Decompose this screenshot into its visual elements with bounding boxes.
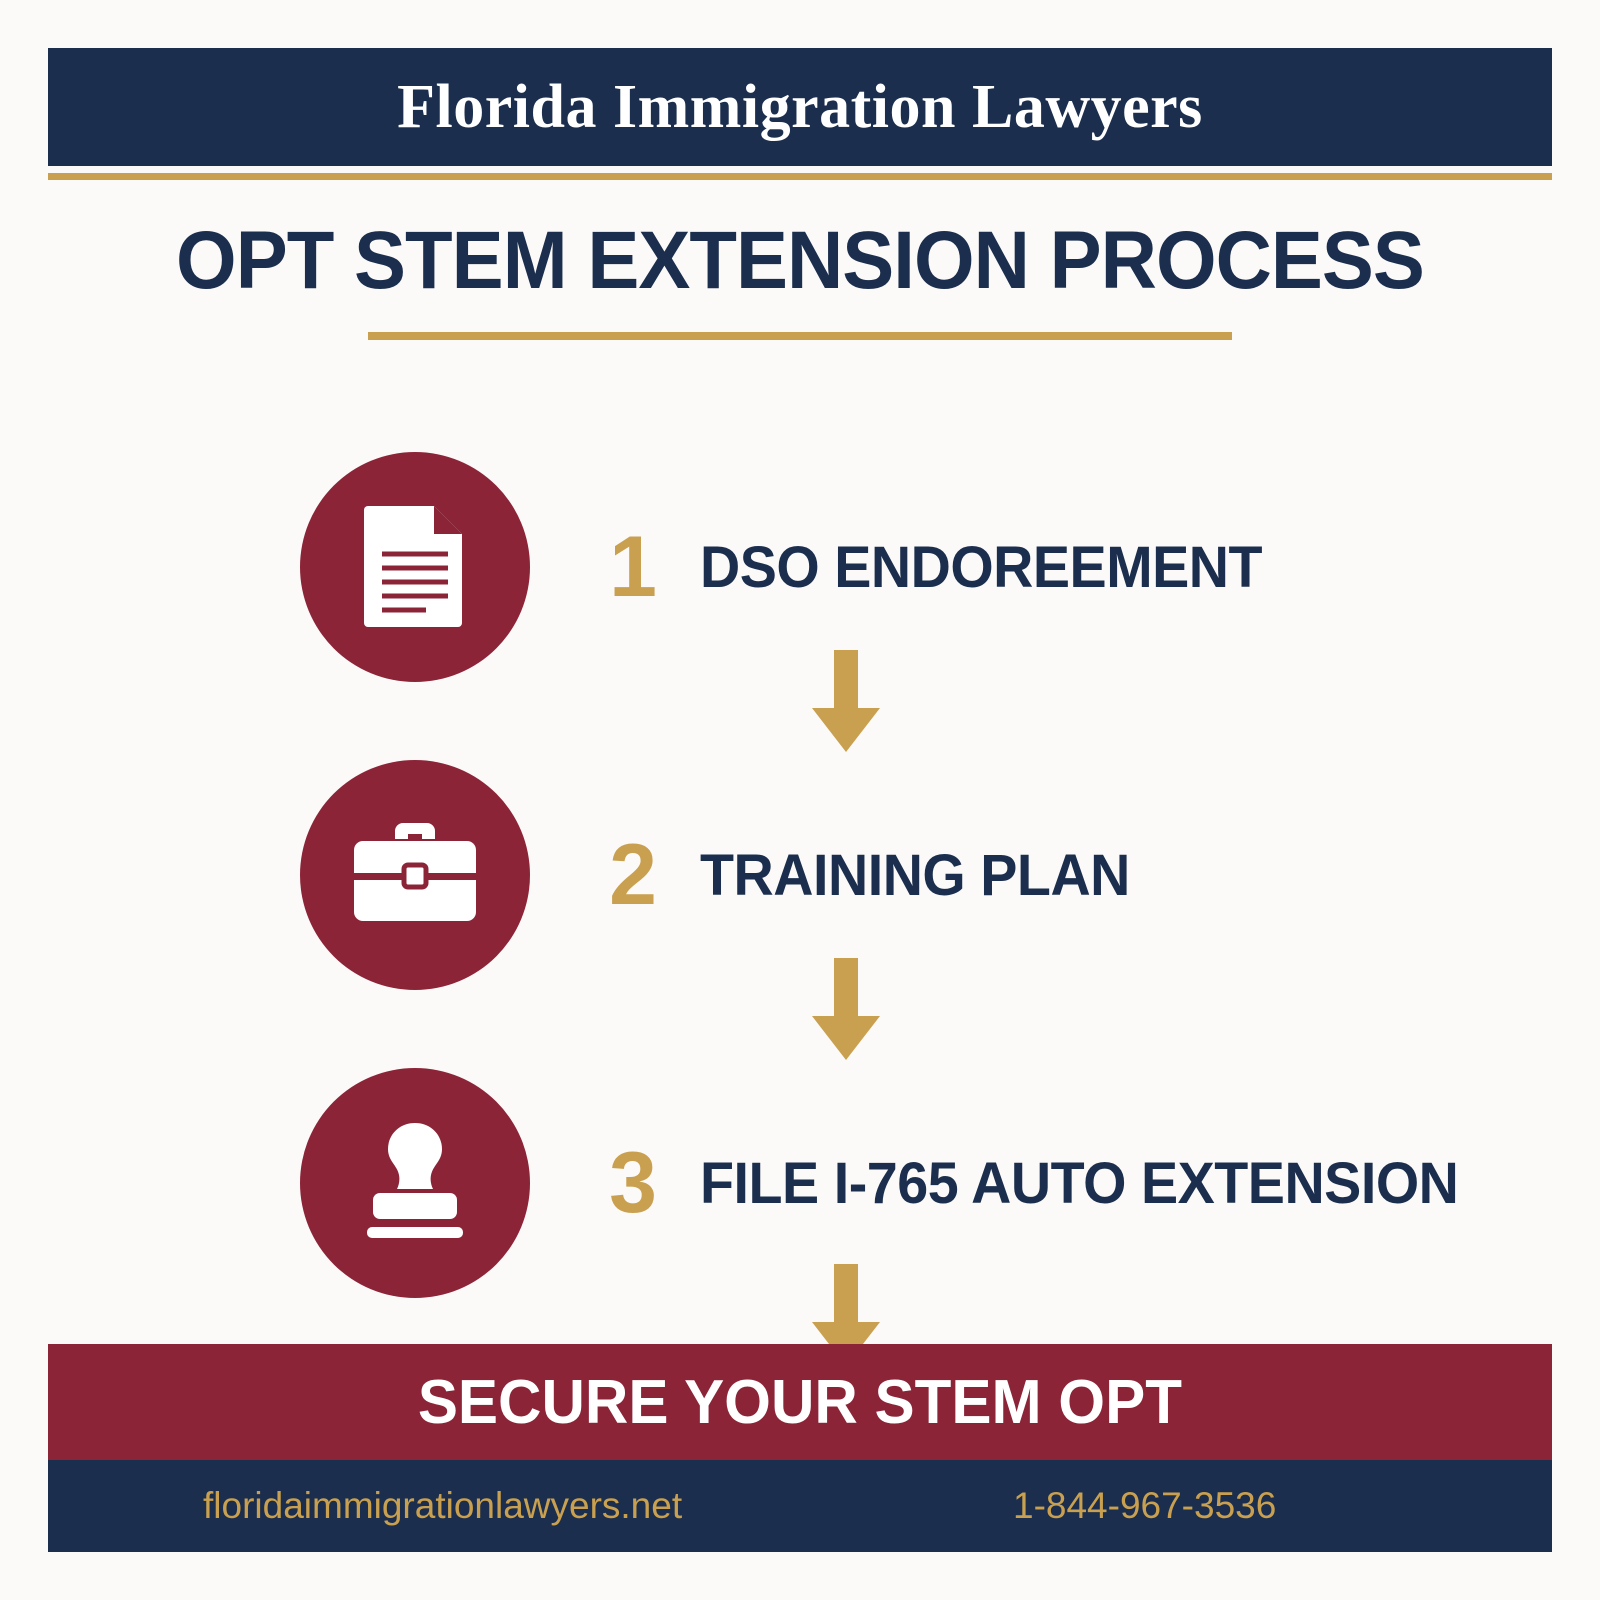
stamp-icon bbox=[355, 1117, 475, 1250]
cta-banner[interactable] bbox=[48, 1344, 1552, 1460]
footer-website[interactable]: floridaimmigrationlawyers.net bbox=[203, 1485, 683, 1526]
step-1-icon-circle bbox=[300, 452, 530, 682]
step-2-number: 2 bbox=[609, 826, 657, 923]
footer-phone[interactable]: 1-844-967-3536 bbox=[1013, 1485, 1277, 1526]
process-step-3 bbox=[300, 1068, 1540, 1298]
cta-text: SECURE YOUR STEM OPT bbox=[417, 1367, 1183, 1437]
document-icon bbox=[360, 502, 470, 632]
page-title: OPT STEM EXTENSION PROCESS bbox=[176, 215, 1424, 306]
step-3-label: FILE I-765 AUTO EXTENSION bbox=[700, 1150, 1459, 1216]
briefcase-icon bbox=[350, 817, 480, 934]
step-2-icon-circle bbox=[300, 760, 530, 990]
footer-bar bbox=[48, 1460, 1552, 1552]
process-step-1 bbox=[300, 452, 1540, 682]
arrow-down-icon-1 bbox=[808, 650, 884, 752]
step-3-number: 3 bbox=[609, 1134, 657, 1231]
step-3-icon-circle bbox=[300, 1068, 530, 1298]
step-2-label: TRAINING PLAN bbox=[700, 842, 1130, 908]
arrow-down-icon-2 bbox=[808, 958, 884, 1060]
firm-name: Florida Immigration Lawyers bbox=[397, 72, 1203, 141]
header-gold-rule bbox=[48, 173, 1552, 180]
step-1-number: 1 bbox=[609, 518, 657, 615]
step-1-label: DSO ENDOREEMENT bbox=[700, 534, 1263, 600]
process-step-2 bbox=[300, 760, 1540, 990]
header-bar bbox=[48, 48, 1552, 166]
title-underline bbox=[368, 332, 1232, 340]
